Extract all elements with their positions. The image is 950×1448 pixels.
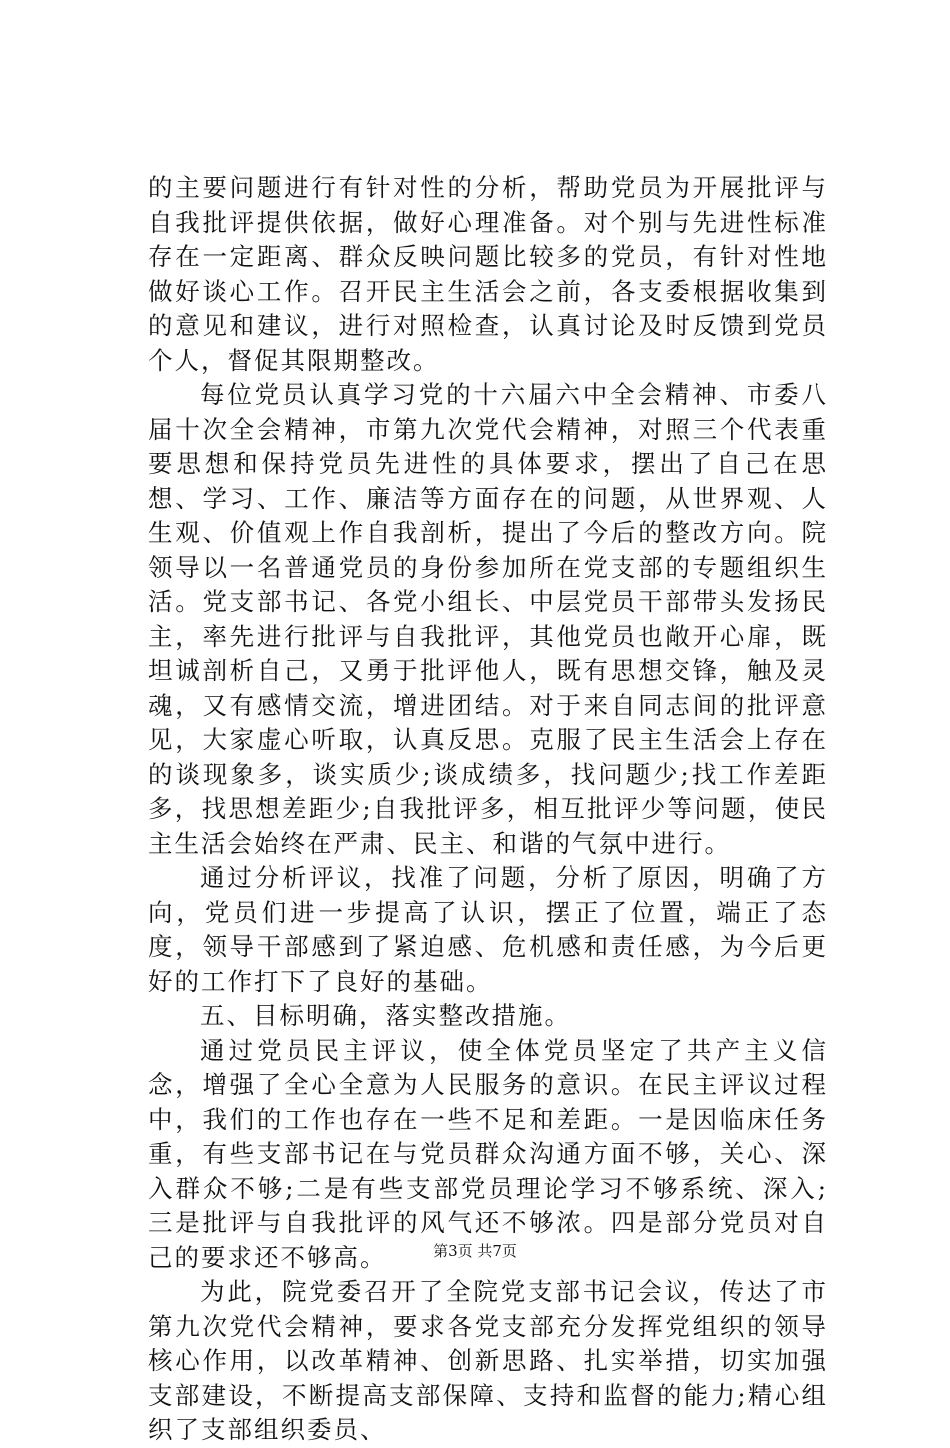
paragraph-5: 为此，院党委召开了全院党支部书记会议，传达了市第九次党代会精神，要求各党支部充分发挥党组织的领导核心作用，以改革精神、创新思路、扎实举措，切实加强支部建设，不断提高支部保障、支持和监督的能力;精心组织了支部组织委员、 <box>148 1277 828 1444</box>
paragraph-4: 通过党员民主评议，使全体党员坚定了共产主义信念，增强了全心全意为人民服务的意识。在民主评议过程中，我们的工作也存在一些不足和差距。一是因临床任务重，有些支部书记在与党员群众沟通方面不够，关心、深入群众不够;二是有些支部党员理论学习不够系统、深入;三是批评与自我批评的风气还不够浓。四是部分党员对自己的要求还不够高。 <box>148 1035 828 1272</box>
section-heading: 五、目标明确，落实整改措施。 <box>200 1001 571 1030</box>
paragraph-2: 每位党员认真学习党的十六届六中全会精神、市委八届十次全会精神，市第九次党代会精神，对照三个代表重要思想和保持党员先进性的具体要求，摆出了自己在思想、学习、工作、廉洁等方面存在的问题，从世界观、人生观、价值观上作自我剖析，提出了今后的整改方向。院领导以一名普通党员的身份参加所在党支部的专题组织生活。党支部书记、各党小组长、中层党员干部带头发扬民主，率先进行批评与自我批评，其他党员也敞开心扉，既坦诚剖析自己，又勇于批评他人，既有思想交锋，触及灵魂，又有感情交流，增进团结。对于来自同志间的批评意见，大家虚心听取，认真反思。克服了民主生活会上存在的谈现象多，谈实质少;谈成绩多，找问题少;找工作差距多，找思想差距少;自我批评多，相互批评少等问题，使民主生活会始终在严肃、民主、和谐的气氛中进行。 <box>148 380 828 858</box>
paragraph-1: 的主要问题进行有针对性的分析，帮助党员为开展批评与自我批评提供依据，做好心理准备。对个别与先进性标准存在一定距离、群众反映问题比较多的党员，有针对性地做好谈心工作。召开民主生活会之前，各支委根据收集到的意见和建议，进行对照检查，认真讨论及时反馈到党员个人，督促其限期整改。 <box>148 173 828 375</box>
page-footer: 第3页 共7页 <box>433 1242 517 1260</box>
paragraph-3: 通过分析评议，找准了问题，分析了原因，明确了方向，党员们进一步提高了认识，摆正了位置，端正了态度，领导干部感到了紧迫感、危机感和责任感，为今后更好的工作打下了良好的基础。 <box>148 863 828 996</box>
